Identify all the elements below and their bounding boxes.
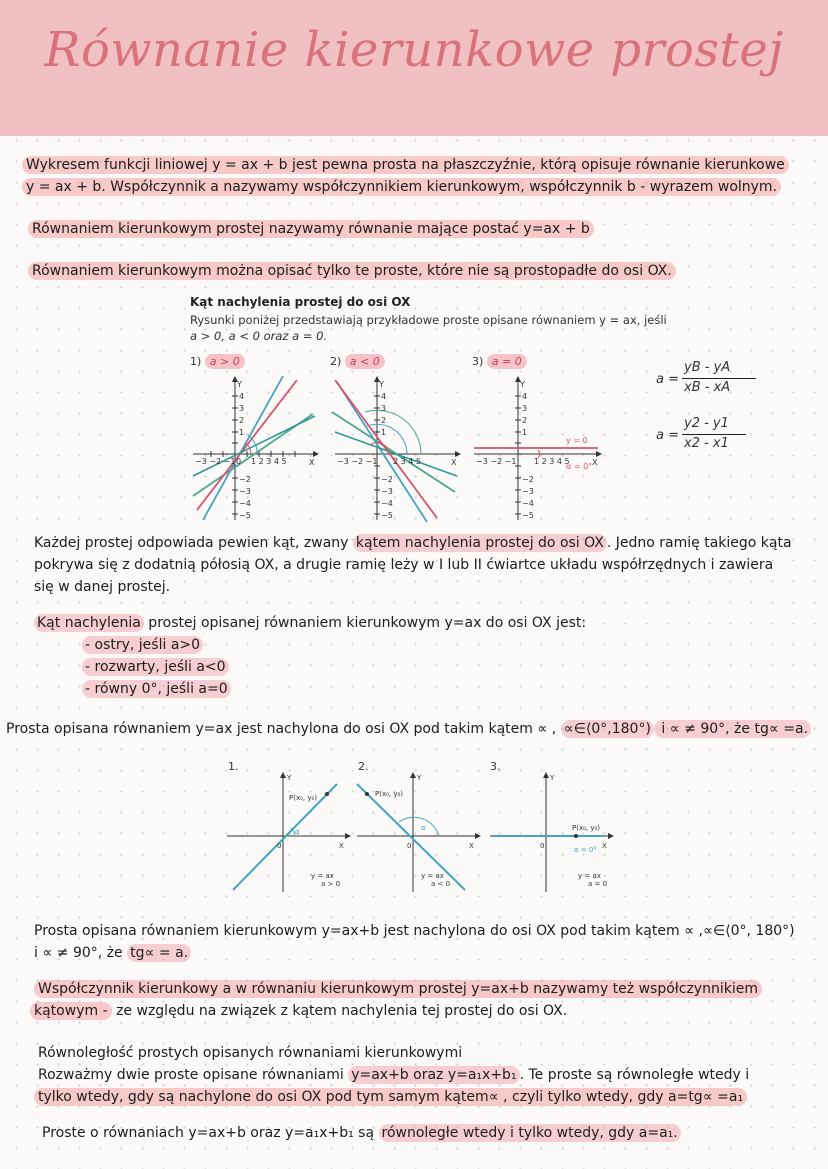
svg-text:−5: −5 [239, 511, 251, 520]
header-banner [0, 0, 828, 136]
svg-text:0: 0 [407, 842, 412, 850]
fig2-point: P(x₀, y₀) [375, 790, 404, 798]
svg-text:−2: −2 [381, 475, 393, 484]
angle-para-line-3: się w danej prostej. [34, 579, 171, 595]
svg-text:0: 0 [540, 842, 545, 850]
svg-text:Y: Y [379, 380, 384, 389]
svg-text:2 3 4 5: 2 3 4 5 [393, 457, 421, 466]
svg-text:3: 3 [381, 404, 387, 413]
svg-text:−3 −2 −1: −3 −2 −1 [476, 457, 517, 466]
svg-text:1: 1 [239, 428, 245, 437]
para-b-line-2: i ∝ ≠ 90°, że tg∝ = a. [34, 942, 191, 964]
svg-text:1 2 3 4 5: 1 2 3 4 5 [534, 457, 570, 466]
svg-text:−4: −4 [381, 499, 393, 508]
parallel-heading: Równoległość prostych opisanych równaniami kierunkowymi [38, 1045, 463, 1061]
fig1-x: X [339, 842, 344, 850]
fig-num-2: 2. [358, 760, 369, 773]
case-2-label: 2) a < 0 [330, 355, 385, 368]
axis-x-label: X [309, 458, 315, 467]
svg-text:1: 1 [381, 428, 387, 437]
fig3-cond: a = 0 [588, 880, 608, 888]
svg-text:X: X [592, 458, 598, 467]
intro-line-2: y = ax + b. Współczynnik a nazywamy współczynnikiem kierunkowym, współczynnik b - wyrazem wolnym. [22, 176, 781, 198]
angle-type-zero: - równy 0°, jeśli a=0 [82, 678, 231, 700]
fig1-zero: 0 [277, 842, 282, 850]
angle-para-line-2: pokrywa się z dodatnią półosią OX, a drugie ramię leży w I lub II ćwiartce układu współrzędnych i zawiera [34, 557, 774, 573]
svg-text:X: X [602, 842, 607, 850]
tangent-line: Prosta opisana równaniem y=ax jest nachylona do osi OX pod takim kątem ∝ , ∝∈⟨0°,180°) i ∝ ≠ 90°, że tg∝ =a. [6, 718, 811, 740]
fig-num-1: 1. [228, 760, 239, 773]
page-title: Równanie kierunkowe prostej [44, 22, 784, 78]
fig3-point: P(x₀, y₀) [572, 824, 601, 832]
fig1-point: P(x₀, y₀) [289, 794, 318, 802]
angle-type-obtuse: - rozwarty, jeśli a<0 [82, 656, 229, 678]
fig1-eq: y = ax [311, 872, 334, 880]
svg-text:2: 2 [522, 416, 528, 425]
fig1-y: Y [287, 774, 292, 782]
svg-text:−4: −4 [522, 499, 534, 508]
case-1-label: 1) a > 0 [190, 355, 245, 368]
coef-line-1: Współczynnik kierunkowy a w równaniu kierunkowym prostej y=ax+b nazywamy też współczynnikiem [34, 978, 762, 1000]
svg-text:−4: −4 [239, 499, 251, 508]
definition-2: Równaniem kierunkowym można opisać tylko te proste, które nie są prostopadłe do osi OX. [28, 260, 676, 282]
svg-text:X: X [451, 458, 457, 467]
angle-type-acute: - ostry, jeśli a>0 [82, 634, 203, 656]
textbook-heading: Kąt nachylenia prostej do osi OX [190, 295, 411, 309]
svg-text:−3 −2 −1: −3 −2 −1 [337, 457, 378, 466]
svg-text:X: X [469, 842, 474, 850]
fig-3-zero-slope [488, 772, 616, 896]
coef-line-2: kątowym - ze względu na związek z kątem nachylenia tej prostej do osi OX. [30, 1000, 567, 1022]
fig3-alpha: α = 0° [574, 846, 597, 854]
svg-text:3: 3 [239, 404, 245, 413]
angle-types-intro: Kąt nachylenia prostej opisanej równaniem kierunkowym y=ax do osi OX jest: [34, 612, 586, 634]
label-y-0: y = 0 [566, 436, 588, 445]
intro-line-1: Wykresem funkcji liniowej y = ax + b jest pewna prosta na płaszczyźnie, którą opisuje równanie kierunkowe [22, 154, 789, 176]
para-b-line-1: Prosta opisana równaniem kierunkowym y=ax+b jest nachylona do osi OX pod takim kątem ∝ ,∝∈⟨0°, 180°) [34, 923, 795, 939]
graph-a-zero [468, 372, 603, 522]
svg-text:4: 4 [522, 392, 528, 401]
graph-a-positive [185, 372, 320, 522]
svg-text:−2: −2 [239, 475, 251, 484]
definition-1: Równaniem kierunkowym prostej nazywamy równanie mające postać y=ax + b [28, 218, 594, 240]
graph-a-negative [327, 372, 462, 522]
svg-text:Y: Y [520, 380, 525, 389]
fig-num-3: 3. [490, 760, 501, 773]
fig2-cond: a < 0 [431, 880, 451, 888]
svg-text:Y: Y [417, 774, 422, 782]
svg-text:−3: −3 [381, 487, 393, 496]
axis-y-label: Y [237, 380, 242, 389]
angle-para-line-1: Każdej prostej odpowiada pewien kąt, zwany kątem nachylenia prostej do osi OX . Jedno ramię takiego kąta [34, 535, 792, 551]
svg-text:−5: −5 [381, 511, 393, 520]
svg-text:4: 4 [239, 392, 245, 401]
parallel-line-1: Rozważmy dwie proste opisane równaniami y=ax+b oraz y=a₁x+b₁ . Te proste są równoległe wtedy i [38, 1067, 750, 1083]
fig1-cond: a > 0 [321, 880, 341, 888]
svg-text:α: α [421, 824, 426, 832]
fig3-eq: y = ax [578, 872, 601, 880]
fig-1-positive-slope [225, 772, 353, 896]
svg-text:1 2 3 4 5: 1 2 3 4 5 [251, 457, 287, 466]
case-3-label: 3) a = 0 [472, 355, 527, 368]
textbook-line-1: Rysunki poniżej przedstawiają przykładowe proste opisane równaniem y = ax, jeśli [190, 313, 667, 327]
fig2-eq: y = ax [421, 872, 444, 880]
svg-text:2: 2 [239, 416, 245, 425]
svg-text:−3: −3 [239, 487, 251, 496]
svg-text:−5: −5 [522, 511, 534, 520]
fig1-alpha: α [295, 828, 300, 836]
svg-text:4: 4 [381, 392, 387, 401]
fig-2-negative-slope [355, 772, 483, 896]
svg-text:Y: Y [550, 774, 555, 782]
svg-text:0: 0 [236, 457, 242, 466]
textbook-line-2: a > 0, a < 0 oraz a = 0. [190, 329, 328, 343]
svg-text:−3 −2 −1: −3 −2 −1 [195, 457, 236, 466]
label-alpha-0: α = 0° [566, 462, 593, 471]
svg-text:−2: −2 [522, 475, 534, 484]
svg-text:−3: −3 [522, 487, 534, 496]
parallel-line-3: Proste o równaniach y=ax+b oraz y=a₁x+b₁ są równoległe wtedy i tylko wtedy, gdy a=a₁. [42, 1122, 681, 1144]
svg-text:3: 3 [522, 404, 528, 413]
svg-text:2: 2 [381, 416, 387, 425]
svg-text:1: 1 [522, 428, 528, 437]
parallel-line-2: tylko wtedy, gdy są nachylone do osi OX pod tym samym kątem∝ , czyli tylko wtedy, gdy a=tg∝ =a₁ [34, 1086, 747, 1108]
